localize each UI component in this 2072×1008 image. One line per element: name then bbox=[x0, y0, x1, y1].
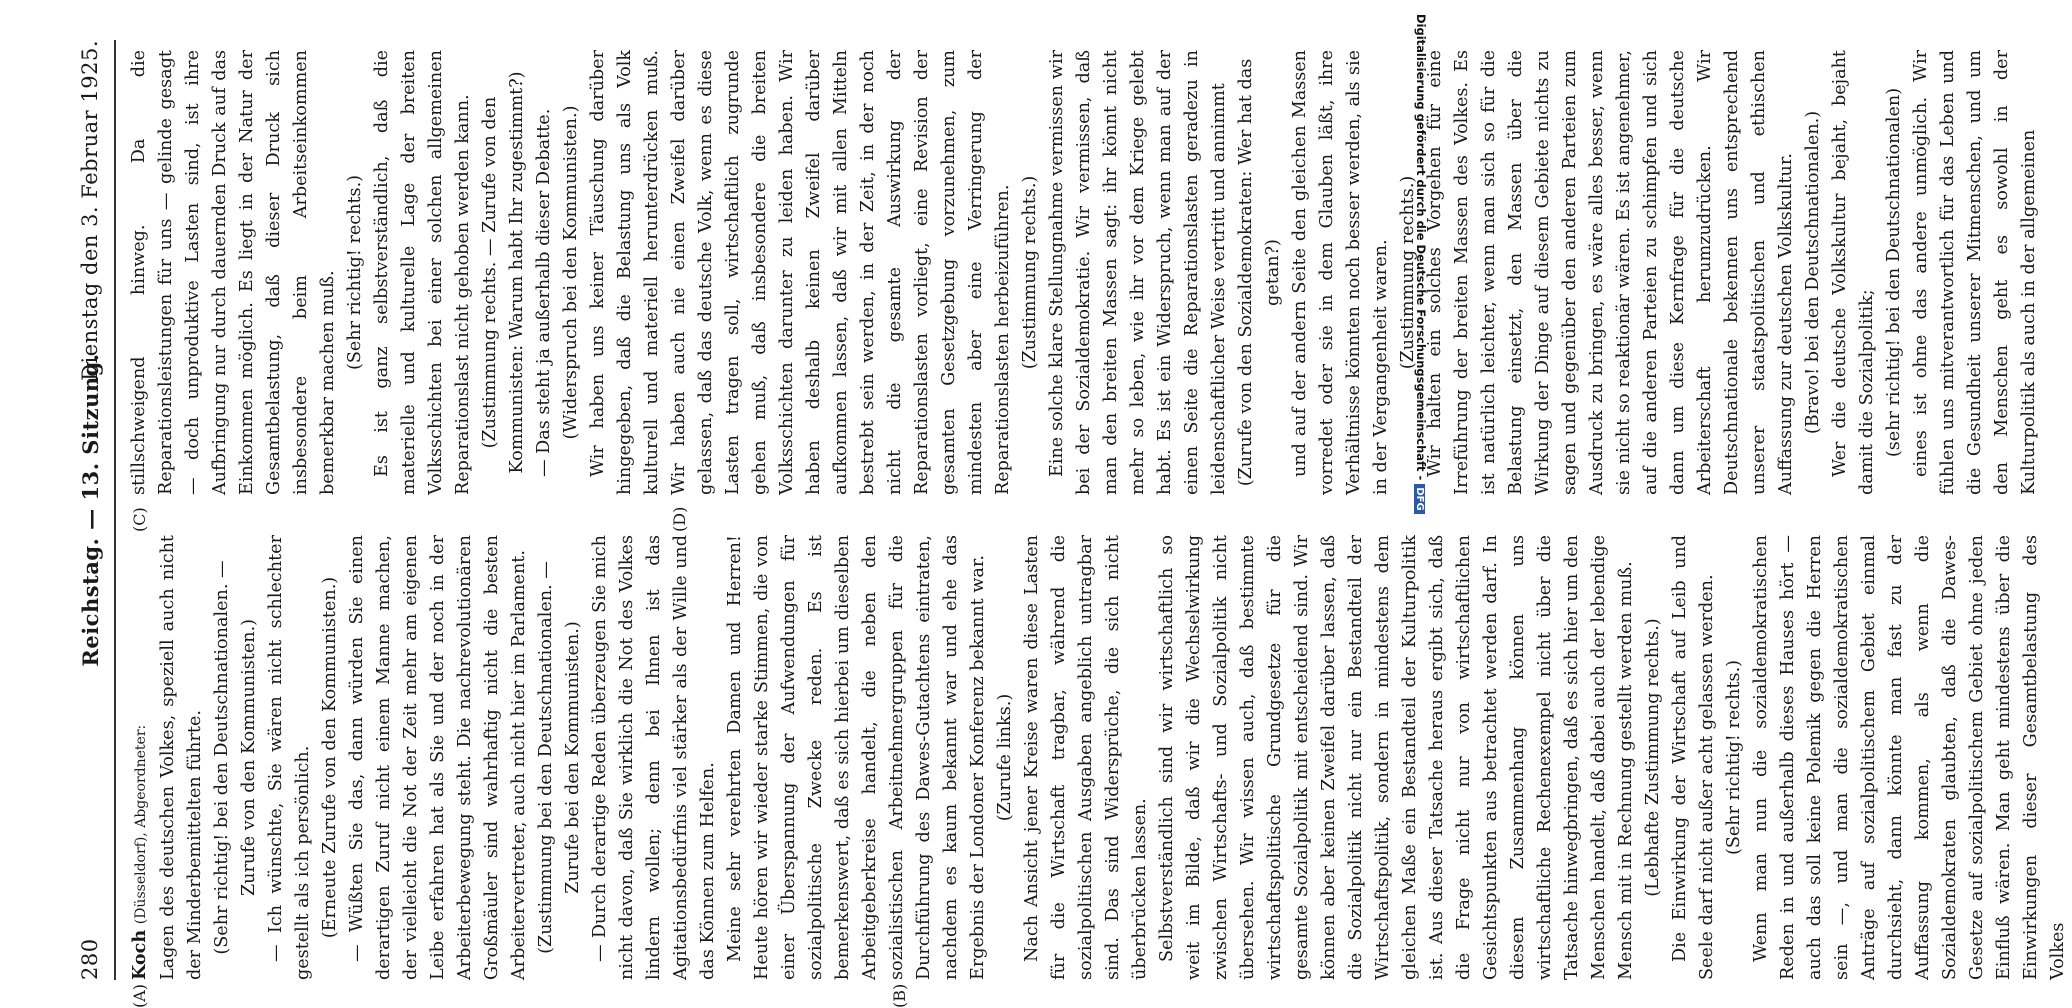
interjection: (Zustimmung rechts.) bbox=[1398, 175, 1418, 370]
paragraph: Selbstverständlich sind wir wirtschaftlich so weit im Bilde, daß wir die Wechselwirkung zwischen Wirtschafts- und Sozialpolitik nicht übersehen. Wir wissen auch, daß bestimmte wirtschaftspolitische Grundgesetze für die gesamte Sozialpolitik mit entscheidend sind. Wir können aber keinen Zweifel darüber lassen, daß die Sozialpolitik nicht nur ein Bestandteil der Wirtschaftspolitik, sondern in mindestens dem gleichen Maße ein Bestandteil der Kulturpolitik ist. Aus dieser Tatsache heraus ergibt sich, daß die Frage nicht nur von wirtschaftlichen Gesichtspunkten aus betrachtet werden darf. In diesem Zusammenhang können uns wirtschaftliche Rechenexempel nicht über die Tatsache hinwegbringen, daß es sich hier um den Menschen handelt, daß dabei auch der lebendige Mensch mit in Rechnung gestellt werden muß. bbox=[1157, 535, 1636, 980]
paragraph: Wir halten ein solches Vorgehen für eine Irreführung der breiten Massen des Volkes. Es ist natürlich leichter, wenn man sich so für die Belastung einsetzt, den Massen über die Wirkung der Dinge auf diesem Gebiete nichts zu sagen und gegenüber den anderen Parteien zum Ausdruck zu bringen, es wäre alles besser, wenn sie nicht so reaktionär wären. Es ist angenehmer, auf die anderen Parteien zu schimpfen und sich dann um diese Kernfrage für die deutsche Arbeiterschaft herumzudrücken. Wir Deutschnationale bekennen uns entsprechend unserer staatspolitischen und ethischen Auffassung zur deutschen Volkskultur. bbox=[1425, 50, 1796, 495]
paragraph: — Ich wünschte, Sie wären nicht schlechter gestellt als ich persönlich. bbox=[266, 535, 313, 980]
left-column bbox=[126, 535, 2072, 980]
interjection: (Sehr richtig! bei den Deutschnationalen. — Zurufe von den Kommunisten.) bbox=[212, 560, 259, 955]
paragraph: Es ist ganz selbstverständlich, daß die materielle und kulturelle Lage der breiten Volksschichten bei einer solchen allgemeinen Reparationslast nicht gehoben werden kann. bbox=[372, 50, 473, 495]
interjection: (Bravo! bei den Deutschnationalen.) bbox=[1803, 110, 1823, 435]
paragraph: — Das steht ja außerhalb dieser Debatte. bbox=[534, 108, 554, 477]
interjection: (Lebhafte Zustimmung rechts.) bbox=[1643, 618, 1663, 897]
paragraph: Wir haben uns keiner Täuschung darüber hingegeben, daß die Belastung uns als Volk kulturell und materiell herunterdrücken muß. Wir haben auch nie einen Zweifel darüber gelassen, daß das deutsche Volk, wenn es diese Lasten tragen soll, wirtschaftlich zugrunde gehen muß, daß insbesondere die breiten Volksschichten darunter zu leiden haben. Wir haben deshalb keinen Zweifel darüber aufkommen lassen, daß wir mit allen Mitteln bestrebt sein werden, in der Zeit, in der noch nicht die gesamte Auswirkung der Reparationslasten vorliegt, eine Revision der gesamten Gesetzgebung vorzunehmen, zum mindesten aber eine Verringerung der Reparationslasten herbeizuführen. bbox=[588, 50, 1013, 495]
interjection: (Zustimmung rechts. — Zurufe von den Kommunisten: Warum habt Ihr zugestimmt?) bbox=[480, 71, 527, 474]
paragraph: Meine sehr verehrten Damen und Herren! Heute hören wir wieder starke Stimmen, die von einer Überspannung der Aufwendungen für sozialpolitische Zwecke reden. Es ist bemerkenswert, daß es sich hierbei um dieselben Arbeitgeberkreise handelt, die neben den sozialistischen Arbeitnehmergruppen für die Durchführung des Dawes-Gutachtens eintraten, nachdem es kaum bekannt war und ehe das Ergebnis der Londoner Konferenz bekannt war. bbox=[725, 535, 988, 980]
paragraph: Wer die deutsche Volkskultur bejaht, bejaht damit die Sozialpolitik; bbox=[1830, 50, 1877, 495]
paragraph: Eine solche klare Stellungnahme vermissen wir bei der Sozialdemokratie. Wir vermissen, daß man den breiten Massen sagt: ihr könnt nicht mehr so leben, wie ihr vor dem Kriege gelebt habt. Es ist ein Widerspruch, wenn man auf der einen Seite die Reparationslasten geradezu in leidenschaftlicher Weise vertritt und annimmt bbox=[1047, 50, 1229, 495]
digitization-text: Digitalisierung gefördert durch die Deutsche Forschungsgemeinschaft - bbox=[1414, 14, 1428, 481]
speaker-line bbox=[126, 535, 155, 980]
paragraph: — Wüßten Sie das, dann würden Sie einen derartigen Zuruf nicht einem Manne machen, der vielleicht die Not der Zeit mehr am eigenen Leibe erfahren hat als Sie und der noch in der Arbeiterbewegung steht. Die nachrevolutionären Großmäuler sind wahrhaftig nicht die besten Arbeitervertreter, auch nicht hier im Parlament. bbox=[347, 535, 529, 980]
paragraph: und auf der andern Seite den gleichen Massen vorredet oder sie in dem Glauben läßt, ihre Verhältnisse könnten noch besser werden, als sie in der Vergangenheit waren. bbox=[1290, 50, 1391, 495]
digitization-note bbox=[1410, 14, 1428, 594]
interjection: (Zurufe links.) bbox=[995, 693, 1015, 822]
header-rule bbox=[114, 40, 116, 980]
interjection: (Sehr richtig! rechts.) bbox=[345, 174, 365, 371]
margin-marker-c: (C) bbox=[130, 507, 149, 532]
paragraph: eines ist ohne das andere unmöglich. Wir fühlen uns mitverantwortlich für das Leben und die Gesundheit unserer Mitmenschen, und um den Menschen geht es sowohl in der Kulturpolitik als auch in der allgemeinen bbox=[1911, 50, 2039, 495]
session-title: Reichstag. — 13. Sitzung. bbox=[78, 353, 103, 667]
interjection: (Erneute Zurufe von den Kommunisten.) bbox=[320, 576, 340, 939]
interjection: (Zustimmung rechts.) bbox=[1020, 175, 1040, 370]
margin-marker-d: (D) bbox=[670, 506, 689, 532]
interjection: (Zustimmung bei den Deutschnationalen. — Zurufe bei den Kommunisten.) bbox=[536, 561, 583, 954]
speaker-name: Koch bbox=[129, 929, 150, 980]
paragraph: Wenn man nun die sozialdemokratischen Reden in und außerhalb dieses Hauses hört — auch das soll keine Polemik gegen die Herren sein —, und man die sozialdemokratischen Anträge auf sozialpolitischem Gebiet einmal durchsieht, dann könnte man fast zu der Auffassung kommen, als wenn die Sozialdemokraten glaubten, daß die Dawes-Gesetze auf sozialpolitischem Gebiet ohne jeden Einfluß wären. Man geht mindestens über die Einwirkungen dieser Gesamtbelastung des Volkes bbox=[1751, 535, 2068, 980]
interjection: (Sehr richtig! rechts.) bbox=[1724, 659, 1744, 856]
paragraph: Lagen des deutschen Volkes, speziell auch nicht der Minderbemittelten führte. bbox=[158, 535, 205, 980]
paragraph: Die Einwirkung der Wirtschaft auf Leib und Seele darf nicht außer acht gelassen werden. bbox=[1670, 535, 1717, 980]
margin-marker-b: (B) bbox=[890, 983, 909, 1008]
margin-marker-a: (A) bbox=[130, 983, 149, 1008]
paragraph: — Durch derartige Reden überzeugen Sie mich nicht davon, daß Sie wirklich die Not des Volkes lindern wollen; denn bei Ihnen ist das Agitationsbedürfnis viel stärker als der Wille und das Können zum Helfen. bbox=[590, 535, 718, 980]
dfg-logo: DFG bbox=[1414, 484, 1425, 513]
speaker-note: (Düsseldorf), Abgeordneter: bbox=[133, 724, 149, 925]
paragraph: Nach Ansicht jener Kreise waren diese Lasten für die Wirtschaft tragbar, während die sozialpolitischen Ausgaben angeblich untragbar sind. Das sind Widersprüche, die sich nicht überbrücken lassen. bbox=[1022, 535, 1150, 980]
session-date: Dienstag den 3. Februar 1925. bbox=[78, 40, 102, 381]
interjection: (sehr richtig! bei den Deutschnationalen) bbox=[1884, 87, 1904, 458]
page-header bbox=[78, 40, 118, 980]
right-column bbox=[126, 50, 2043, 495]
interjection: (Widerspruch bei den Kommunisten.) bbox=[561, 105, 581, 440]
interjection: (Zurufe von den Sozialdemokraten: Wer hat das getan?) bbox=[1236, 58, 1283, 487]
digitization-text-line bbox=[1410, 14, 1428, 594]
page-number: 280 bbox=[78, 938, 102, 980]
paragraph: stillschweigend hinweg. Da die Reparationsleistungen für uns — gelinde gesagt — doch unproduktive Lasten sind, ist ihre Aufbringung nur durch dauernden Druck auf das Einkommen möglich. Es liegt in der Natur der Gesamtbelastung, daß dieser Druck sich insbesondere beim Arbeitseinkommen bemerkbar machen muß. bbox=[129, 50, 338, 495]
